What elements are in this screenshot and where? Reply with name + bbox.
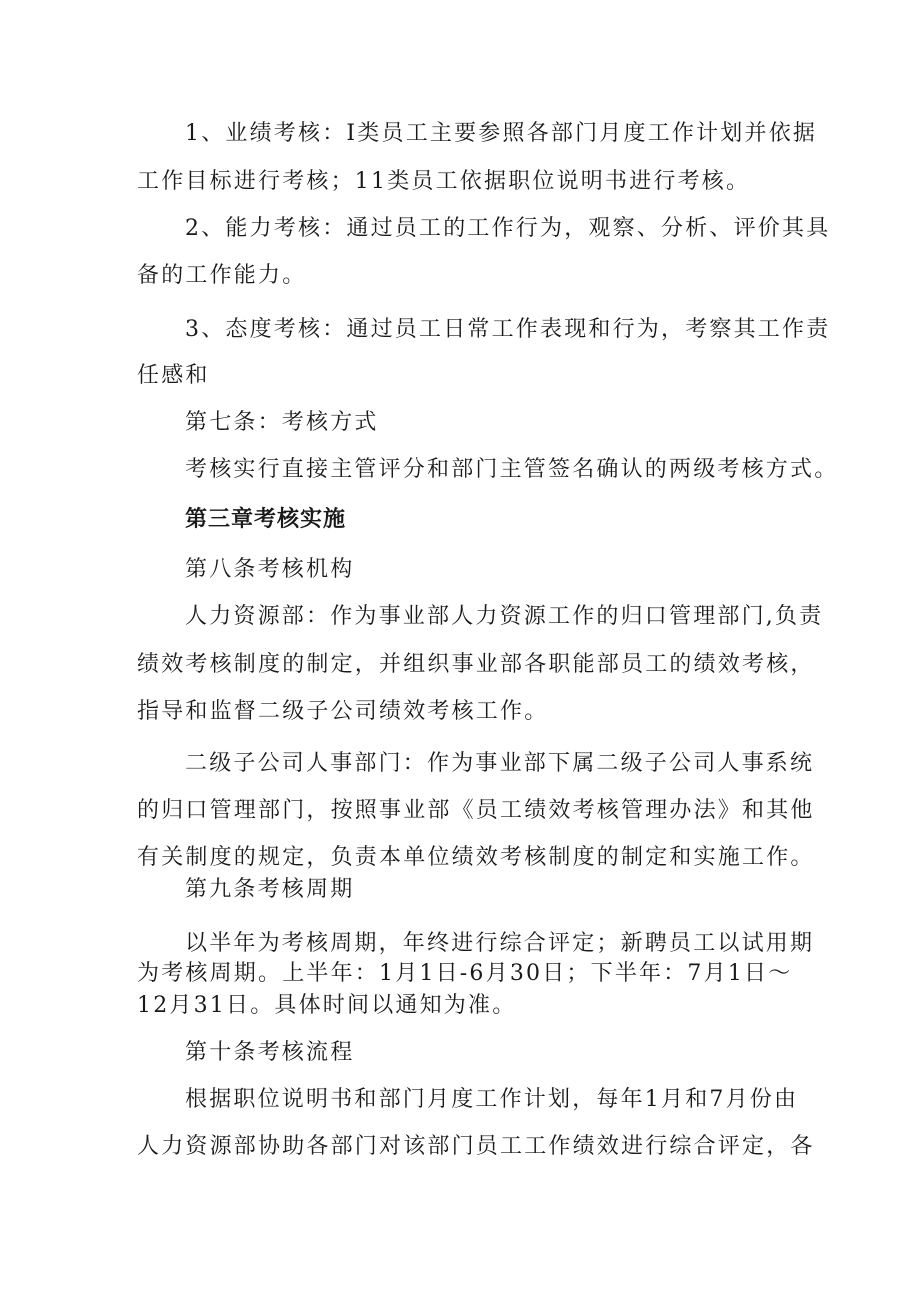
paragraph-line-2: 工作目标进行考核；11类员工依据职位说明书进行考核。 — [137, 169, 751, 194]
article-heading-7: 第七条：考核方式 — [185, 410, 379, 435]
paragraph-line-8: 考核实行直接主管评分和部门主管签名确认的两级考核方式。 — [185, 457, 839, 482]
paragraph-line-3: 2、能力考核：通过员工的工作行为，观察、分析、评价其具 — [185, 216, 831, 241]
paragraph-line-18: 以半年为考核周期，年终进行综合评定；新聘员工以试用期 — [185, 931, 815, 956]
paragraph-line-20: 12月31日。具体时间以通知为准。 — [137, 993, 517, 1018]
paragraph-line-4: 备的工作能力。 — [137, 263, 307, 288]
paragraph-line-13: 指导和监督二级子公司绩效考核工作。 — [137, 699, 549, 724]
paragraph-line-16: 有关制度的规定，负责本单位绩效考核制度的制定和实施工作。 — [137, 845, 815, 870]
paragraph-line-23: 人力资源部协助各部门对该部门员工工作绩效进行综合评定，各 — [137, 1134, 815, 1159]
paragraph-line-15: 的归口管理部门，按照事业部《员工绩效考核管理办法》和其他 — [137, 798, 815, 823]
paragraph-line-5: 3、态度考核：通过员工日常工作表现和行为，考察其工作责 — [185, 317, 831, 342]
paragraph-line-19: 为考核周期。上半年：1月1日-6月30日；下半年：7月1日～ — [137, 961, 793, 986]
paragraph-line-22: 根据职位说明书和部门月度工作计划，每年1月和7月份由 — [185, 1087, 799, 1112]
chapter-heading: 第三章考核实施 — [185, 507, 347, 532]
paragraph-line-6: 任感和 — [137, 363, 210, 388]
article-heading-8: 第八条考核机构 — [185, 557, 355, 582]
paragraph-line-12: 绩效考核制度的制定，并组织事业部各职能部员工的绩效考核， — [137, 652, 815, 677]
article-heading-10: 第十条考核流程 — [185, 1040, 355, 1065]
paragraph-line-1: 1、业绩考核：I类员工主要参照各部门月度工作计划并依据 — [185, 121, 818, 146]
paragraph-line-11: 人力资源部：作为事业部人力资源工作的归口管理部门,负责 — [185, 604, 824, 629]
article-heading-9: 第九条考核周期 — [185, 877, 355, 902]
paragraph-line-14: 二级子公司人事部门：作为事业部下属二级子公司人事系统 — [185, 751, 815, 776]
